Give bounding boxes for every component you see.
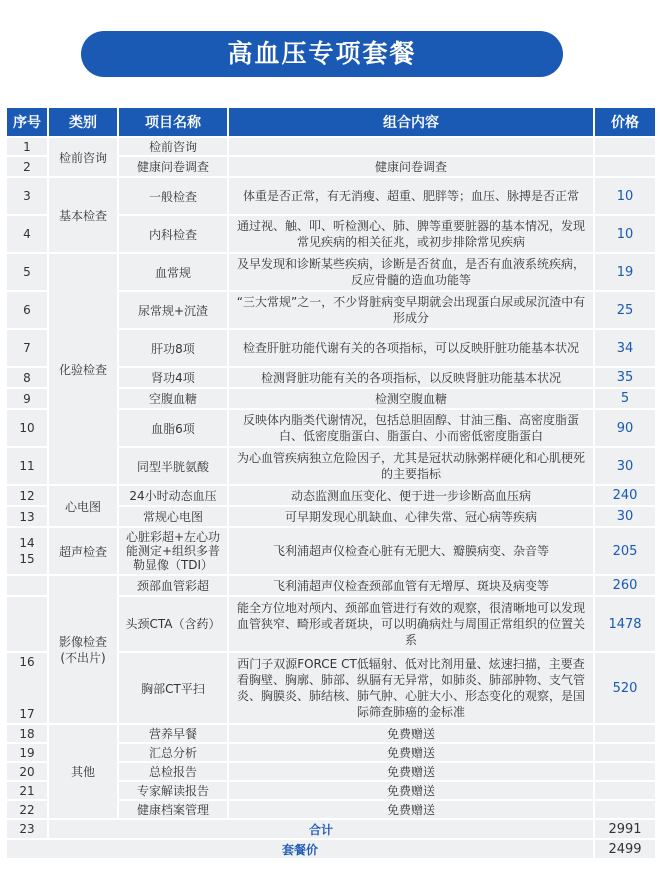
row-price <box>594 781 656 800</box>
table-row <box>6 485 656 506</box>
row-seq <box>6 596 48 652</box>
row-content: 检查肝脏功能代谢有关的各项指标，可以反映肝脏功能基本状况 <box>228 329 594 367</box>
row-item: 汇总分析 <box>118 743 228 762</box>
table-row <box>6 137 656 156</box>
row-seq: 10 <box>6 409 48 447</box>
row-seq: 21 <box>6 781 48 800</box>
row-content: 免费赠送 <box>228 743 594 762</box>
row-item: 空腹血糖 <box>118 388 228 409</box>
row-content: 动态监测血压变化、便于进一步诊断高血压病 <box>228 485 594 506</box>
row-item: 常规心电图 <box>118 506 228 527</box>
table-row <box>6 177 656 215</box>
row-seq: 8 <box>6 367 48 388</box>
row-seq: 2 <box>6 156 48 177</box>
row-price: 35 <box>594 367 656 388</box>
row-price: 25 <box>594 291 656 329</box>
row-item: 尿常规+沉渣 <box>118 291 228 329</box>
row-price: 10 <box>594 177 656 215</box>
row-item: 心脏彩超+左心功能测定+组织多普勒显像（TDI） <box>118 527 228 575</box>
header-content: 组合内容 <box>228 107 594 137</box>
row-item: 24小时动态血压 <box>118 485 228 506</box>
header-item: 项目名称 <box>118 107 228 137</box>
row-item: 胸部CT平扫 <box>118 652 228 724</box>
row-item: 总检报告 <box>118 762 228 781</box>
row-content: 西门子双源FORCE CT低辐射、低对比剂用量、炫速扫描，主要查看胸壁、胸廓、肺部、纵膈有无异常，如肺炎、肺部肿物、支气管炎、胸膜炎、肺结核、肺气肿、心脏大小、形态变化的观察，是国际筛查肺癌的金标准 <box>228 652 594 724</box>
row-content: “三大常规”之一，不少肾脏病变早期就会出现蛋白尿或尿沉渣中有形成分 <box>228 291 594 329</box>
row-content: 免费赠送 <box>228 800 594 819</box>
row-price: 260 <box>594 575 656 596</box>
row-price <box>594 724 656 743</box>
header-price: 价格 <box>594 107 656 137</box>
row-seq: 7 <box>6 329 48 367</box>
row-price: 90 <box>594 409 656 447</box>
row-content: 飞利浦超声仪检查颈部血管有无增厚、斑块及病变等 <box>228 575 594 596</box>
row-item: 健康问卷调查 <box>118 156 228 177</box>
total-row <box>6 819 656 839</box>
row-price: 240 <box>594 485 656 506</box>
category-cell: 其他 <box>48 724 118 819</box>
row-seq: 13 <box>6 506 48 527</box>
row-content: 通过视、触、叩、听检测心、肺、脾等重要脏器的基本情况，发现常见疾病的相关征兆，或初步排除常见疾病 <box>228 215 594 253</box>
row-price: 205 <box>594 527 656 575</box>
row-seq: 5 <box>6 253 48 291</box>
row-item: 颈部血管彩超 <box>118 575 228 596</box>
category-cell: 基本检查 <box>48 177 118 253</box>
row-seq: 4 <box>6 215 48 253</box>
package-label: 套餐价 <box>6 839 594 859</box>
row-price <box>594 800 656 819</box>
row-content: 健康问卷调查 <box>228 156 594 177</box>
row-content: 检测肾脏功能有关的各项指标，以反映肾脏功能基本状况 <box>228 367 594 388</box>
row-price: 30 <box>594 506 656 527</box>
row-price: 5 <box>594 388 656 409</box>
header-seq: 序号 <box>6 107 48 137</box>
row-content: 为心血管疾病独立危险因子，尤其是冠状动脉粥样硬化和心肌梗死的主要指标 <box>228 447 594 485</box>
table-row <box>6 253 656 291</box>
category-cell: 心电图 <box>48 485 118 527</box>
row-item: 血常规 <box>118 253 228 291</box>
category-cell: 检前咨询 <box>48 137 118 177</box>
row-price <box>594 156 656 177</box>
row-seq: 11 <box>6 447 48 485</box>
row-content: 反映体内脂类代谢情况，包括总胆固醇、甘油三酯、高密度脂蛋白、低密度脂蛋白、脂蛋白、小而密低密度脂蛋白 <box>228 409 594 447</box>
row-item: 内科检查 <box>118 215 228 253</box>
total-value: 2991 <box>594 819 656 839</box>
row-content: 检测空腹血糖 <box>228 388 594 409</box>
row-content <box>228 137 594 156</box>
row-price: 520 <box>594 652 656 724</box>
row-seq: 18 <box>6 724 48 743</box>
total-label: 合计 <box>48 819 594 839</box>
row-seq: 19 <box>6 743 48 762</box>
row-item: 血脂6项 <box>118 409 228 447</box>
table-row <box>6 575 656 596</box>
category-cell: 化验检查 <box>48 253 118 485</box>
row-price: 34 <box>594 329 656 367</box>
row-price <box>594 137 656 156</box>
row-item: 营养早餐 <box>118 724 228 743</box>
category-cell: 超声检查 <box>48 527 118 575</box>
row-seq: 22 <box>6 800 48 819</box>
row-seq: 16 17 <box>6 652 48 724</box>
row-item: 同型半胱氨酸 <box>118 447 228 485</box>
row-item: 头颈CTA（含药） <box>118 596 228 652</box>
row-seq: 6 <box>6 291 48 329</box>
row-content: 免费赠送 <box>228 762 594 781</box>
row-content: 免费赠送 <box>228 781 594 800</box>
row-seq: 9 <box>6 388 48 409</box>
row-seq: 20 <box>6 762 48 781</box>
row-item: 肾功4项 <box>118 367 228 388</box>
header-category: 类别 <box>48 107 118 137</box>
table-row <box>6 527 656 575</box>
package-value: 2499 <box>594 839 656 859</box>
row-seq: 1 <box>6 137 48 156</box>
row-price: 10 <box>594 215 656 253</box>
row-price <box>594 743 656 762</box>
row-content: 能全方位地对颅内、颈部血管进行有效的观察，很清晰地可以发现血管狭窄、畸形或者斑块，可以明确病灶与周围正常组织的位置关系 <box>228 596 594 652</box>
category-cell: 影像检查 (不出片) <box>48 575 118 724</box>
row-content: 免费赠送 <box>228 724 594 743</box>
row-content: 可早期发现心肌缺血、心律失常、冠心病等疾病 <box>228 506 594 527</box>
row-item: 一般检查 <box>118 177 228 215</box>
row-price: 19 <box>594 253 656 291</box>
row-price: 1478 <box>594 596 656 652</box>
row-seq <box>6 575 48 596</box>
row-item: 肝功8项 <box>118 329 228 367</box>
row-seq: 14 15 <box>6 527 48 575</box>
row-item: 检前咨询 <box>118 137 228 156</box>
table-header-row <box>6 107 656 137</box>
table-row <box>6 724 656 743</box>
row-content: 及早发现和诊断某些疾病，诊断是否贫血，是否有血液系统疾病，反应骨髓的造血功能等 <box>228 253 594 291</box>
package-price-row <box>6 839 656 859</box>
row-seq: 12 <box>6 485 48 506</box>
page-title: 高血压专项套餐 <box>81 31 563 77</box>
row-price <box>594 762 656 781</box>
row-content: 体重是否正常，有无消瘦、超重、肥胖等；血压、脉搏是否正常 <box>228 177 594 215</box>
row-content: 飞利浦超声仪检查心脏有无肥大、瓣膜病变、杂音等 <box>228 527 594 575</box>
row-seq: 3 <box>6 177 48 215</box>
row-price: 30 <box>594 447 656 485</box>
row-item: 健康档案管理 <box>118 800 228 819</box>
package-table <box>5 106 657 860</box>
row-item: 专家解读报告 <box>118 781 228 800</box>
total-seq: 23 <box>6 819 48 839</box>
